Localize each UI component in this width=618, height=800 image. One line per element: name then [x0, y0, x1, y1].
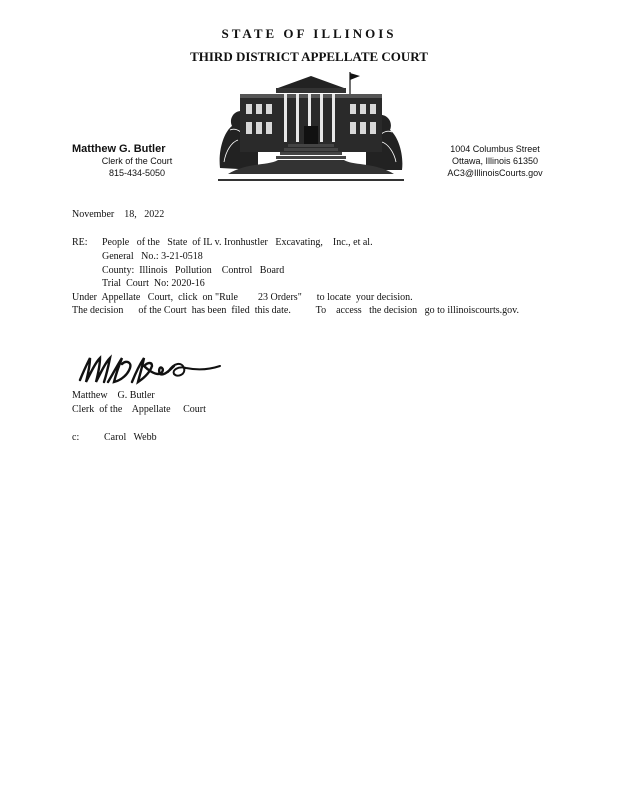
address-email: AC3@IllinoisCourts.gov	[447, 168, 543, 178]
courthouse-illustration	[218, 70, 404, 182]
clerk-info	[72, 143, 202, 179]
closing-title: Clerk of the Appellate Court	[72, 404, 206, 415]
cc-name: Carol Webb	[104, 432, 157, 443]
instruction-line-1: Under Appellate Court, click on "Rule 23 Orders" to locate your decision.	[72, 292, 413, 303]
trial-court-number: Trial Court No: 2020-16	[102, 278, 205, 289]
address-city: Ottawa, Illinois 61350	[451, 156, 539, 166]
clerk-title: Clerk of the Court	[101, 156, 173, 166]
instruction-line-2: The decision of the Court has been filed this date. To access the decision go to illinoiscourts.gov.	[72, 305, 519, 316]
case-title: People of the State of IL v. Ironhustler Excavating, Inc., et al.	[102, 237, 373, 248]
county: County: Illinois Pollution Control Board	[102, 265, 285, 276]
letter-date: November 18, 2022	[72, 209, 165, 220]
address-street: 1004 Columbus Street	[450, 144, 540, 154]
court-address	[440, 143, 550, 179]
clerk-signature	[78, 352, 223, 392]
general-number: General No.: 3-21-0518	[102, 251, 203, 262]
court-title: THIRD DISTRICT APPELLATE COURT	[190, 49, 428, 64]
state-title: STATE OF ILLINOIS	[221, 26, 397, 41]
clerk-phone: 815-434-5050	[108, 168, 166, 178]
re-label: RE:	[72, 237, 88, 248]
cc-label: c:	[72, 432, 80, 443]
closing-name: Matthew G. Butler	[72, 390, 155, 401]
clerk-name: Matthew G. Butler	[72, 143, 166, 155]
